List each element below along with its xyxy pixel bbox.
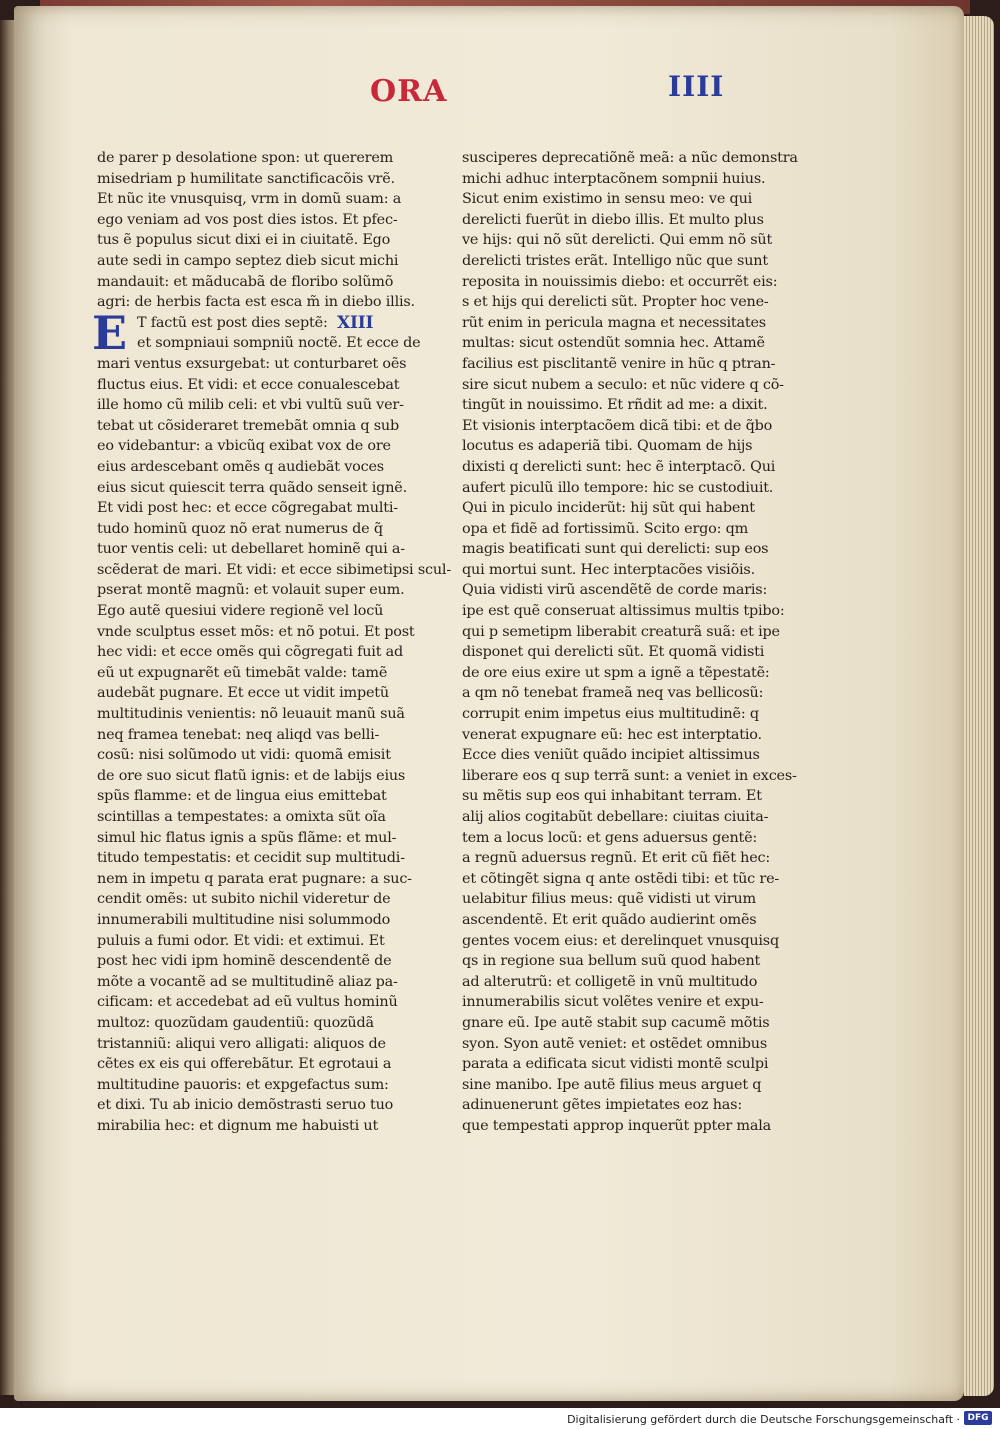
chapter-number: XIII (337, 312, 374, 333)
text-line: Et vidi post hec: et ecce cõgregabat multi- (97, 500, 398, 517)
text-line: multitudine pauoris: et expgefactus sum: (97, 1076, 389, 1093)
text-line: a regnũ aduersus regnũ. Et erit cũ fiẽt hec: (462, 850, 771, 867)
text-line: a qm nõ tenebat frameã neq vas bellicosũ: (462, 685, 764, 702)
text-line: sine manibo. Ipe autẽ filius meus arguet q (462, 1076, 762, 1093)
folio-number: IIII (668, 70, 725, 103)
text-line: ipe est quẽ conseruat altissimus multis tpibo: (462, 603, 785, 620)
text-line: vnde sculptus esset mõs: et nõ potui. Et post (97, 623, 415, 640)
text-line: eius sicut quiescit terra quãdo senseit ignẽ. (97, 479, 407, 496)
text-line: que tempestati approp inquerũt ppter mala (462, 1117, 772, 1134)
text-line: innumerabilis sicut volẽtes venire et expu- (462, 994, 764, 1011)
text-line: pserat montẽ magnũ: et volauit super eum. (97, 582, 405, 599)
text-line: su mẽtis sup eos qui inhabitant terram. Et (462, 788, 762, 805)
text-line: tristanniũ: aliqui vero alligati: aliquos de (97, 1035, 386, 1052)
text-line: agri: de herbis facta est esca m̃ in diebo illis. (97, 294, 415, 311)
text-line: facilius est pisclitantẽ venire in hũc q ptran- (462, 355, 776, 372)
text-line: reposita in nouissimis diebo: et occurrẽt eis: (462, 273, 778, 290)
text-line: cosũ: nisi solũmodo ut vidi: quomã emisit (97, 747, 391, 764)
text-line: cificam: et accedebat ad eũ vultus hominũ (97, 994, 398, 1011)
text-line: disponet qui derelicti sũt. Et quomã vidisti (462, 644, 765, 661)
dfg-logo: DFG (964, 1411, 992, 1425)
text-line: aufert piculũ illo tempore: hic se custodiuit. (462, 479, 774, 496)
funding-credit: Digitalisierung gefördert durch die Deutsche Forschungsgemeinschaft · (567, 1413, 960, 1426)
text-line: derelicti fuerũt in diebo illis. Et multo plus (462, 211, 764, 228)
text-line: alij alios cogitabũt debellare: ciuitas ciuita- (462, 809, 769, 825)
text-line: et dixi. Tu ab inicio demõstrasti seruo tuo (97, 1097, 394, 1114)
text-line: s et hijs qui derelicti sũt. Propter hoc vene- (462, 294, 769, 311)
right-text-column (462, 148, 798, 1137)
text-line: ille homo cũ milib celi: et vbi vultũ suũ ver- (97, 397, 404, 414)
text-line: et sompniaui sompniũ noctẽ. Et ecce de (137, 335, 421, 352)
text-line: uelabitur filius meus: quẽ vidisti ut virum (462, 891, 756, 908)
text-line: audebãt pugnare. Et ecce ut vidit impetũ (97, 685, 389, 702)
text-line: qs in regione sua bellum suũ quod habent (462, 953, 761, 970)
text-line: multas: sicut ostendũt somnia hec. Attamẽ (462, 335, 765, 352)
text-line: de ore suo sicut flatũ ignis: et de labijs eius (97, 767, 406, 784)
text-line: Quia vidisti virũ ascendẽtẽ de corde maris: (462, 582, 768, 599)
text-line: magis beatificati sunt qui derelicti: sup eos (462, 541, 769, 558)
text-line: parata a edificata sicut vidisti montẽ sculpi (462, 1056, 769, 1073)
text-line: mõte a vocantẽ ad se multitudinẽ aliaz pa- (97, 973, 398, 990)
text-line: mandauit: et mãducabã de floribo solũmõ (97, 273, 394, 290)
text-line: Et visionis interptacõem dicã tibi: et de q̃bo (462, 417, 773, 434)
text-line: mirabilia hec: et dignum me habuisti ut (97, 1117, 379, 1134)
text-line: gentes vocem eius: et derelinquet vnusquisq (462, 932, 779, 949)
text-line: ego veniam ad vos post dies istos. Et pfec- (97, 211, 398, 228)
text-line: qui p semetipm liberabit creaturã suã: et ipe (462, 623, 780, 640)
text-line: post hec vidi ipm hominẽ descendentẽ de (97, 953, 392, 970)
text-line: misedriam p humilitate sanctificacõis vrẽ. (97, 170, 395, 187)
text-line: locutus es adaperiã tibi. Quomam de hijs (462, 438, 753, 455)
text-line: simul hic flatus ignis a spũs flãme: et mul- (97, 829, 397, 846)
decorated-initial: E (92, 306, 128, 360)
text-line: tebat ut cõsideraret tremebãt omnia q sub (97, 417, 399, 434)
text-line: Ego autẽ quesiui videre regionẽ vel locũ (97, 603, 384, 620)
text-line: nem in impetu q parata erat pugnare: a suc- (97, 870, 412, 887)
text-line: Sicut enim existimo in sensu meo: ve qui (462, 191, 753, 208)
text-line: ascendentẽ. Et erit quãdo audierint omẽs (462, 911, 757, 928)
text-line: adinuenerunt gẽtes impietates eoz has: (462, 1097, 743, 1114)
text-line: ve hijs: qui nõ sũt derelicti. Qui emm nõ sũt (462, 232, 773, 249)
text-line: dixisti q derelicti sunt: hec ẽ interptacõ. Qui (462, 458, 776, 475)
text-line: tuor ventis celi: ut debellaret hominẽ qui a- (97, 541, 405, 558)
text-line: eũ ut expugnarẽt eũ timebãt valde: tamẽ (97, 664, 388, 681)
text-line: ad alterutrũ: et colligetẽ in vnũ multitudo (462, 973, 758, 990)
text-line: de parer p desolatione spon: ut quererem (97, 150, 394, 166)
text-line: corrupit enim impetus eius multitudinẽ: q (462, 706, 759, 723)
text-line: venerat expugnare eũ: hec est interptatio. (462, 726, 762, 743)
text-line: et cõtingẽt signa q ante ostẽdi tibi: et tũc re- (462, 870, 780, 887)
text-line: scintillas a tempestates: a omixta sũt oĩa (97, 809, 386, 825)
text-line: de ore eius exire ut spm a ignẽ a tẽpestatẽ: (462, 664, 770, 681)
text-line: tus ẽ populus sicut dixi ei in ciuitatẽ. Ego (97, 232, 391, 249)
text-line: Et nũc ite vnusquisq, vrm in domũ suam: a (97, 191, 402, 208)
text-line: gnare eũ. Ipe autẽ stabit sup cacumẽ mõtis (462, 1014, 770, 1031)
text-line: cendit omẽs: ut subito nichil videretur de (97, 891, 391, 908)
text-line: fluctus eius. Et vidi: et ecce conualescebat (97, 376, 400, 393)
text-line: liberare eos q sup terrã sunt: a veniet in exces- (462, 767, 797, 784)
text-line: qui mortui sunt. Hec interptacões visiõis. (462, 561, 755, 578)
text-line: eo videbantur: a vbicũq exibat vox de ore (97, 438, 391, 455)
text-line: cẽtes ex eis qui offerebãtur. Et egrotaui a (97, 1056, 392, 1073)
text-line: aute sedi in campo septez dieb sicut michi (97, 252, 399, 269)
page-fore-edges (964, 16, 994, 1396)
text-line: mari ventus exsurgebat: ut conturbaret oẽs (97, 355, 407, 372)
text-line: michi adhuc interptacõnem sompnii huius. (462, 170, 766, 187)
text-line: derelicti tristes erãt. Intelligo nũc que sunt (462, 252, 768, 269)
text-line: puluis a fumi odor. Et vidi: et extimui. Et (97, 932, 385, 949)
text-line: innumerabili multitudine nisi solummodo (97, 911, 391, 928)
text-line: neq framea tenebat: neq aliqd vas belli- (97, 726, 380, 743)
text-line: multitudinis venientis: nõ leuauit manũ suã (97, 706, 405, 723)
text-line: multoz: quozũdam gaudentiũ: quozũdã (97, 1014, 374, 1031)
running-head: ORA (370, 74, 448, 109)
text-line: susciperes deprecatiõnẽ meã: a nũc demonstra (462, 150, 798, 166)
text-line: titudo tempestatis: et cecidit sup multitudi- (97, 850, 405, 867)
text-line: tingũt in nouissimo. Et rñdit ad me: a dixit. (462, 397, 768, 414)
text-line: scẽderat de mari. Et vidi: et ecce sibimetipsi scul- (97, 561, 451, 578)
text-line: hec vidi: et ecce omẽs qui cõgregati fuit ad (97, 644, 404, 661)
text-line: spũs flamme: et de lingua eius emittebat (97, 788, 387, 805)
text-line: tudo hominũ quoz nõ erat numerus de q̃ (97, 520, 383, 537)
text-line: T factũ est post dies septẽ: XIII (137, 312, 374, 333)
text-line: rũt enim in pericula magna et necessitates (462, 314, 766, 331)
text-line: Qui in piculo inciderũt: hij sũt qui habent (462, 500, 755, 517)
text-line: opa et fidẽ ad fortissimũ. Scito ergo: qm (462, 520, 749, 537)
text-line: Ecce dies veniũt quãdo incipiet altissimus (462, 747, 760, 764)
text-line: tem a locus locũ: et gens aduersus gentẽ: (462, 829, 758, 846)
footer-bar (0, 1408, 1000, 1429)
left-text-column (97, 148, 451, 1137)
text-line: syon. Syon autẽ veniet: et ostẽdet omnibus (462, 1035, 768, 1052)
text-line: sire sicut nubem a seculo: et nũc videre q cõ- (462, 376, 784, 393)
text-line: eius ardescebant omẽs q audiebãt voces (97, 458, 384, 475)
